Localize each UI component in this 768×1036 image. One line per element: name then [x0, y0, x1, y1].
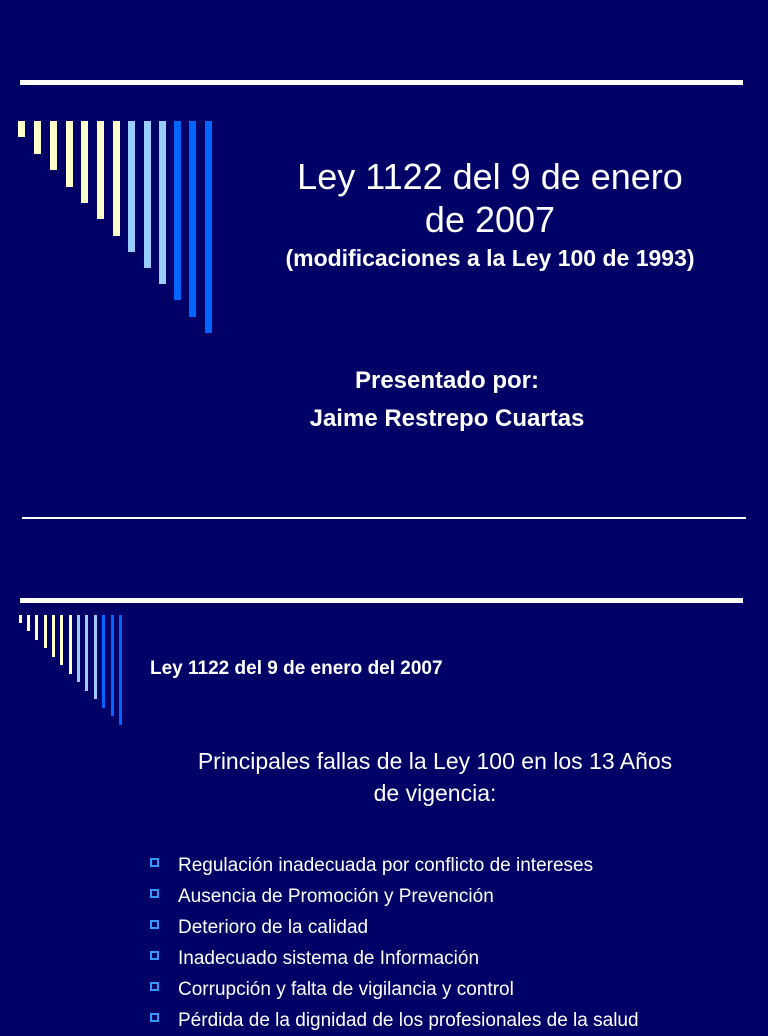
- list-item: Ausencia de Promoción y Prevención: [150, 881, 639, 912]
- square-bullet-icon: [150, 920, 159, 929]
- title-line-2: de 2007: [424, 199, 556, 240]
- bars-graphic: [18, 121, 218, 336]
- presenter-label: Presentado por:: [354, 367, 540, 394]
- list-item: Regulación inadecuada por conflicto de intereses: [150, 850, 639, 881]
- top-rule: [20, 80, 743, 85]
- slide-2-title: Ley 1122 del 9 de enero del 2007: [150, 658, 443, 679]
- slide-1-subtitle: (modificaciones a la Ley 100 de 1993): [285, 245, 695, 271]
- slide-2: [0, 540, 768, 1031]
- presenter-name: Jaime Restrepo Cuartas: [309, 405, 585, 432]
- title-line-1: Ley 1122 del 9 de enero: [297, 156, 683, 197]
- decorative-bars: [18, 121, 218, 336]
- list-item: Pérdida de la dignidad de los profesionales de la salud: [150, 1005, 639, 1036]
- bars-graphic-2: [19, 615, 129, 730]
- slide-2-heading: [145, 745, 725, 809]
- top-rule-2: [20, 598, 743, 603]
- presenter-block: [247, 362, 647, 438]
- list-item: Deterioro de la calidad: [150, 912, 639, 943]
- list-item: Corrupción y falta de vigilancia y control: [150, 974, 639, 1005]
- decorative-bars-2: [19, 615, 129, 730]
- failures-list: [150, 850, 639, 1036]
- list-item: Inadecuado sistema de Información: [150, 943, 639, 974]
- square-bullet-icon: [150, 951, 159, 960]
- heading-line-2: de vigencia:: [373, 780, 497, 806]
- slide-divider: [22, 517, 746, 519]
- heading-line-1: Principales fallas de la Ley 100 en los 13 Años: [197, 748, 673, 774]
- square-bullet-icon: [150, 982, 159, 991]
- slide-1-title: [240, 155, 740, 241]
- square-bullet-icon: [150, 889, 159, 898]
- square-bullet-icon: [150, 1013, 159, 1022]
- square-bullet-icon: [150, 858, 159, 867]
